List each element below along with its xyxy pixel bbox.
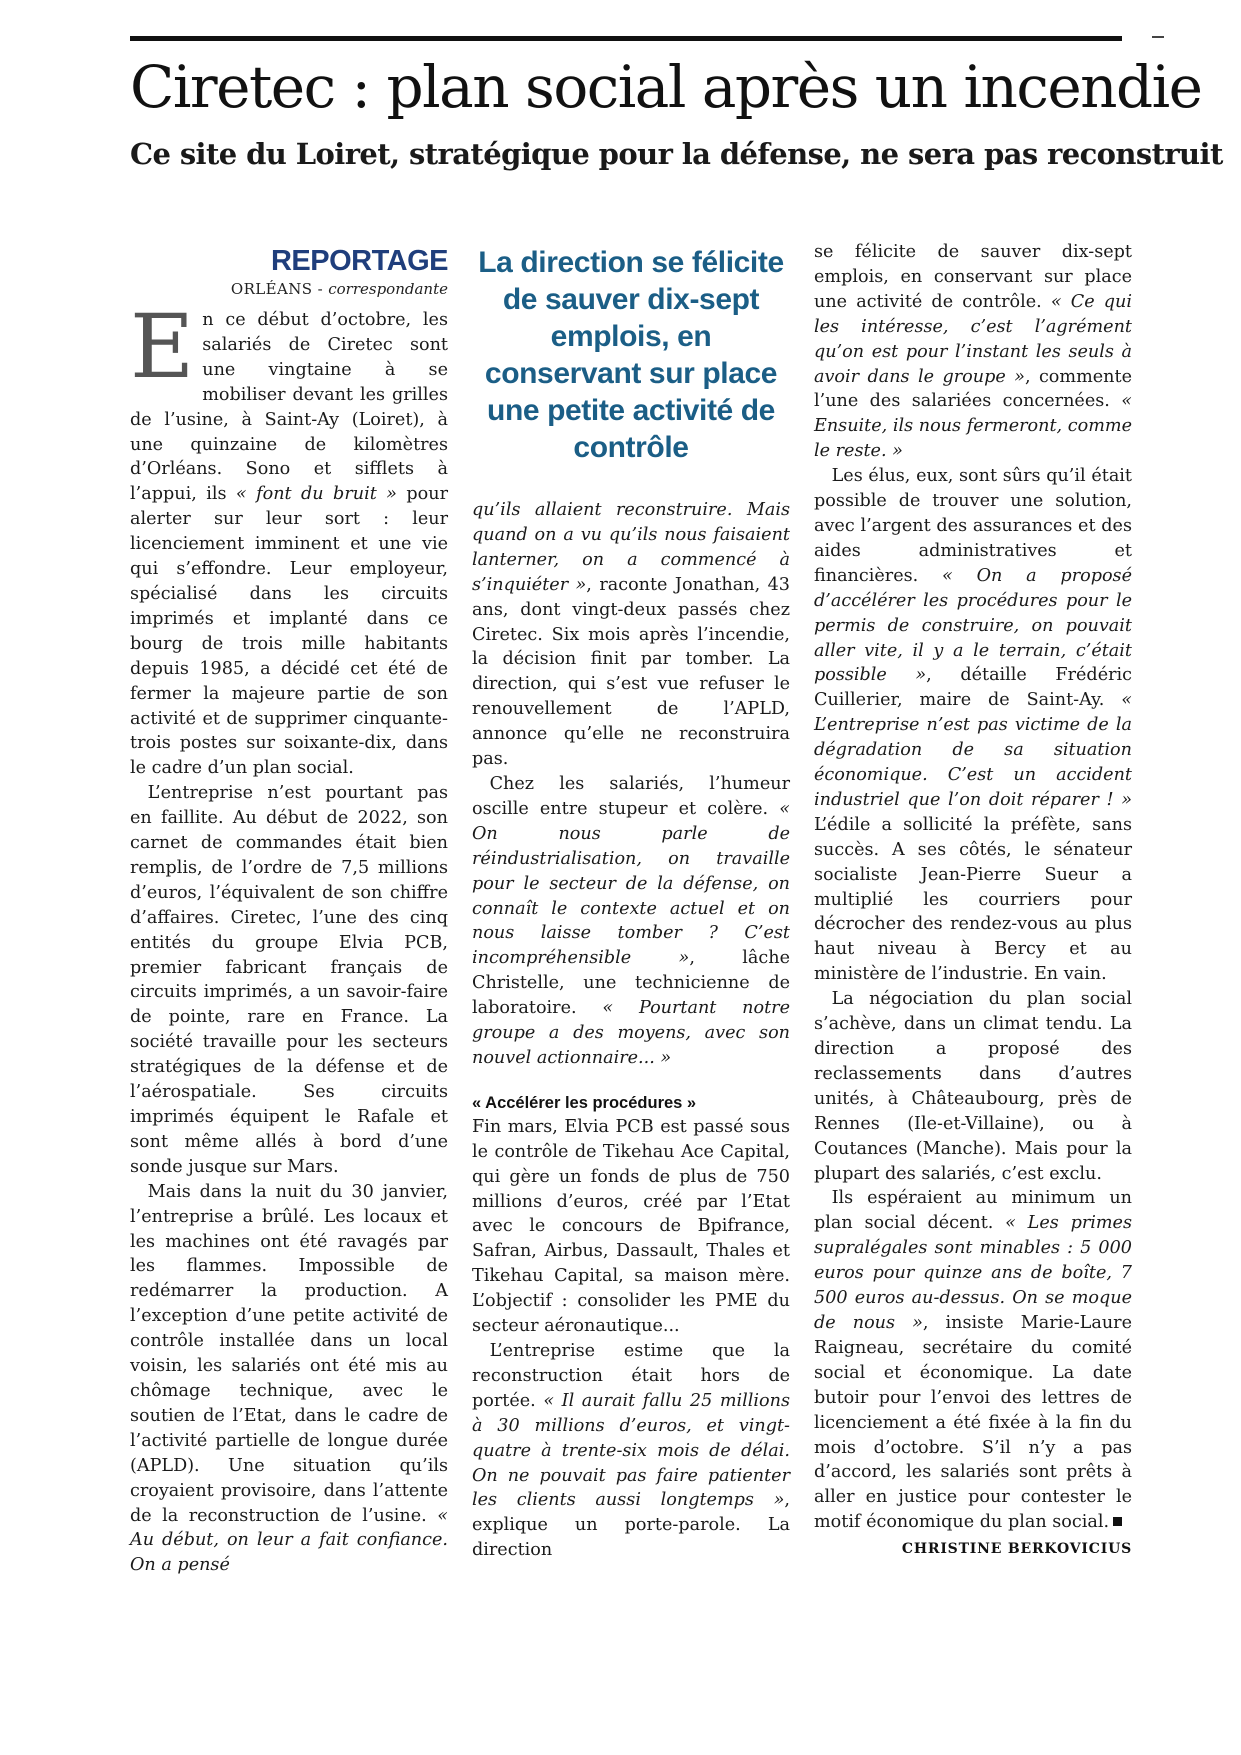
column-1 [130, 244, 448, 1578]
article-paragraph: L’entreprise n’est pourtant pas en faillite. Au début de 2022, son carnet de commandes était bien remplis, de l’ordre de 7,5 millions d’euros, l’équivalent de son chiffre d’affaires. Ciretec, l’une des cinq entités du groupe Elvia PCB, premier fabricant français de circuits imprimés, a un savoir-faire de pointe, rare en France. La société travaille pour les secteurs stratégiques de la défense et de l’aérospatiale. Ses circuits imprimés équipent le Rafale et sont même allés à bord d’une sonde jusque sur Mars. [130, 783, 448, 1177]
pull-quote: La direction se félicite de sauver dix-sept emplois, en conservant sur place une petite activité de contrôle [478, 246, 784, 464]
paragraph-text: n ce début d’octobre, les salariés de Ciretec sont une vingtaine à se mobiliser devant les grilles de l’usine, à Saint-Ay (Loiret), à une quinzaine de kilomètres d’Orléans. Sono et sifflets à l’appui, ils « font du bruit » pour alerter sur leur sort : leur licenciement imminent et une vie qui s’effondre. Leur employeur, spécialisé dans les circuits imprimés et implanté dans ce bourg de trois mille habitants depuis 1985, a décidé cet été de fermer la majeure partie de son activité et de supprimer cinquante-trois postes sur soixante-dix, dans le cadre d’un plan social. [130, 310, 448, 779]
article-paragraph: Fin mars, Elvia PCB est passé sous le contrôle de Tikehau Ace Capital, qui gère un fonds de plus de 750 millions d’euros, créé par l’Etat avec le concours de Bpifrance, Safran, Airbus, Dassault, Thales et Tikehau Capital, sa maison mère. L’objectif : consolider les PME du secteur aéronautique... [472, 1116, 790, 1337]
corner-dash [1152, 36, 1164, 38]
article-paragraph: se félicite de sauver dix-sept emplois, en conservant sur place une activité de contrôle. « Ce qui les intéresse, c’est l’agrément qu’on est pour l’instant les seuls à avoir dans le groupe », commente l’une des salariées concernées. « Ensuite, ils nous fermeront, comme le reste. » [814, 242, 1132, 462]
article-paragraph: La négociation du plan social s’achève, dans un climat tendu. La direction a proposé des reclassements dans d’autres unités, à Châteaubourg, près de Rennes (Ile-et-Villaine), ou à Coutances (Manche). Mais pour la plupart des salariés, c’est exclu. [814, 989, 1132, 1184]
column-2 [472, 244, 790, 1563]
article-paragraph: L’entreprise estime que la reconstruction était hors de portée. « Il aurait fallu 25 millions à 30 millions d’euros, et vingt-quatre à trente-six mois de délai. On ne pouvait pas faire patienter les clients aussi longtemps », explique un porte-parole. La direction [472, 1341, 790, 1561]
article-paragraph [814, 1186, 1132, 1535]
dateline-place: ORLÉANS - [230, 280, 324, 298]
headline: Ciretec : plan social après un incendie [130, 53, 1202, 121]
dateline-role: correspondante [328, 280, 448, 298]
article-paragraph: Les élus, eux, sont sûrs qu’il était possible de trouver une solution, avec l’argent des assurances et des aides administratives et financières. « On a proposé d’accélérer les procédures pour le permis de construire, on pouvait aller vite, il y a le terrain, c’était possible », détaille Frédéric Cuillerier, maire de Saint-Ay. « L’entreprise n’est pas victime de la dégradation de sa situation économique. C’est un accident industriel que l’on doit réparer ! » L’édile a sollicité la préfète, sans succès. A ses côtés, le sénateur socialiste Jean-Pierre Sueur a multiplié les courriers pour décrocher des rendez-vous au plus haut niveau à Bercy et au ministère de l’industrie. En vain. [814, 466, 1132, 985]
article-paragraph: Chez les salariés, l’humeur oscille entre stupeur et colère. « On nous parle de réindustrialisation, on travaille pour le secteur de la défense, on connaît le contexte actuel et on nous laisse tomber ? C’est incompréhensible », lâche Christelle, une technicienne de laboratoire. « Pourtant notre groupe a des moyens, avec son nouvel actionnaire... » [472, 773, 791, 1068]
article-paragraph [130, 295, 448, 781]
paragraph-text: Ils espéraient au minimum un plan social décent. « Les primes supralégales sont minables : 5 000 euros pour quinze ans de boîte, 7 500 euros au-dessus. On se moque de nous », insiste Marie-Laure Raigneau, secrétaire du comité social et économique. La date butoir pour l’envoi des lettres de licenciement a été fixée à la fin du mois d’octobre. S’il n’y a pas d’accord, les salariés sont prêts à aller en justice pour contester le motif économique du plan social. [814, 1188, 1132, 1533]
subheadline: Ce site du Loiret, stratégique pour la défense, ne sera pas reconstruit [130, 137, 1223, 171]
dropcap-letter: E [130, 295, 195, 398]
end-mark-icon [1113, 1517, 1122, 1526]
kicker: REPORTAGE [270, 245, 448, 277]
intertitle: « Accélérer les procédures » [472, 1093, 697, 1112]
top-rule [130, 36, 1122, 41]
article-paragraph: qu’ils allaient reconstruire. Mais quand on a vu qu’ils nous faisaient lanterner, on a commencé à s’inquiéter », raconte Jonathan, 43 ans, dont vingt-deux passés chez Ciretec. Six mois après l’incendie, la décision finit par tomber. La direction, qui s’est vue refuser le renouvellement de l’APLD, annonce qu’elle ne reconstruira pas. [472, 500, 790, 770]
column-3 [814, 240, 1132, 1561]
byline: CHRISTINE BERKOVICIUS [901, 1541, 1132, 1558]
article-paragraph: Mais dans la nuit du 30 janvier, l’entreprise a brûlé. Les locaux et les machines ont été ravagés par les flammes. Impossible de redémarrer la production. A l’exception d’une petite activité de contrôle installée dans un local voisin, les salariés ont été mis au chômage technique, avec le soutien de l’Etat, dans le cadre de l’activité partielle de longue durée (APLD). Une situation qu’ils croyaient provisoire, dans l’attente de la reconstruction de l’usine. « Au début, on leur a fait confiance. On a pensé [130, 1181, 448, 1576]
